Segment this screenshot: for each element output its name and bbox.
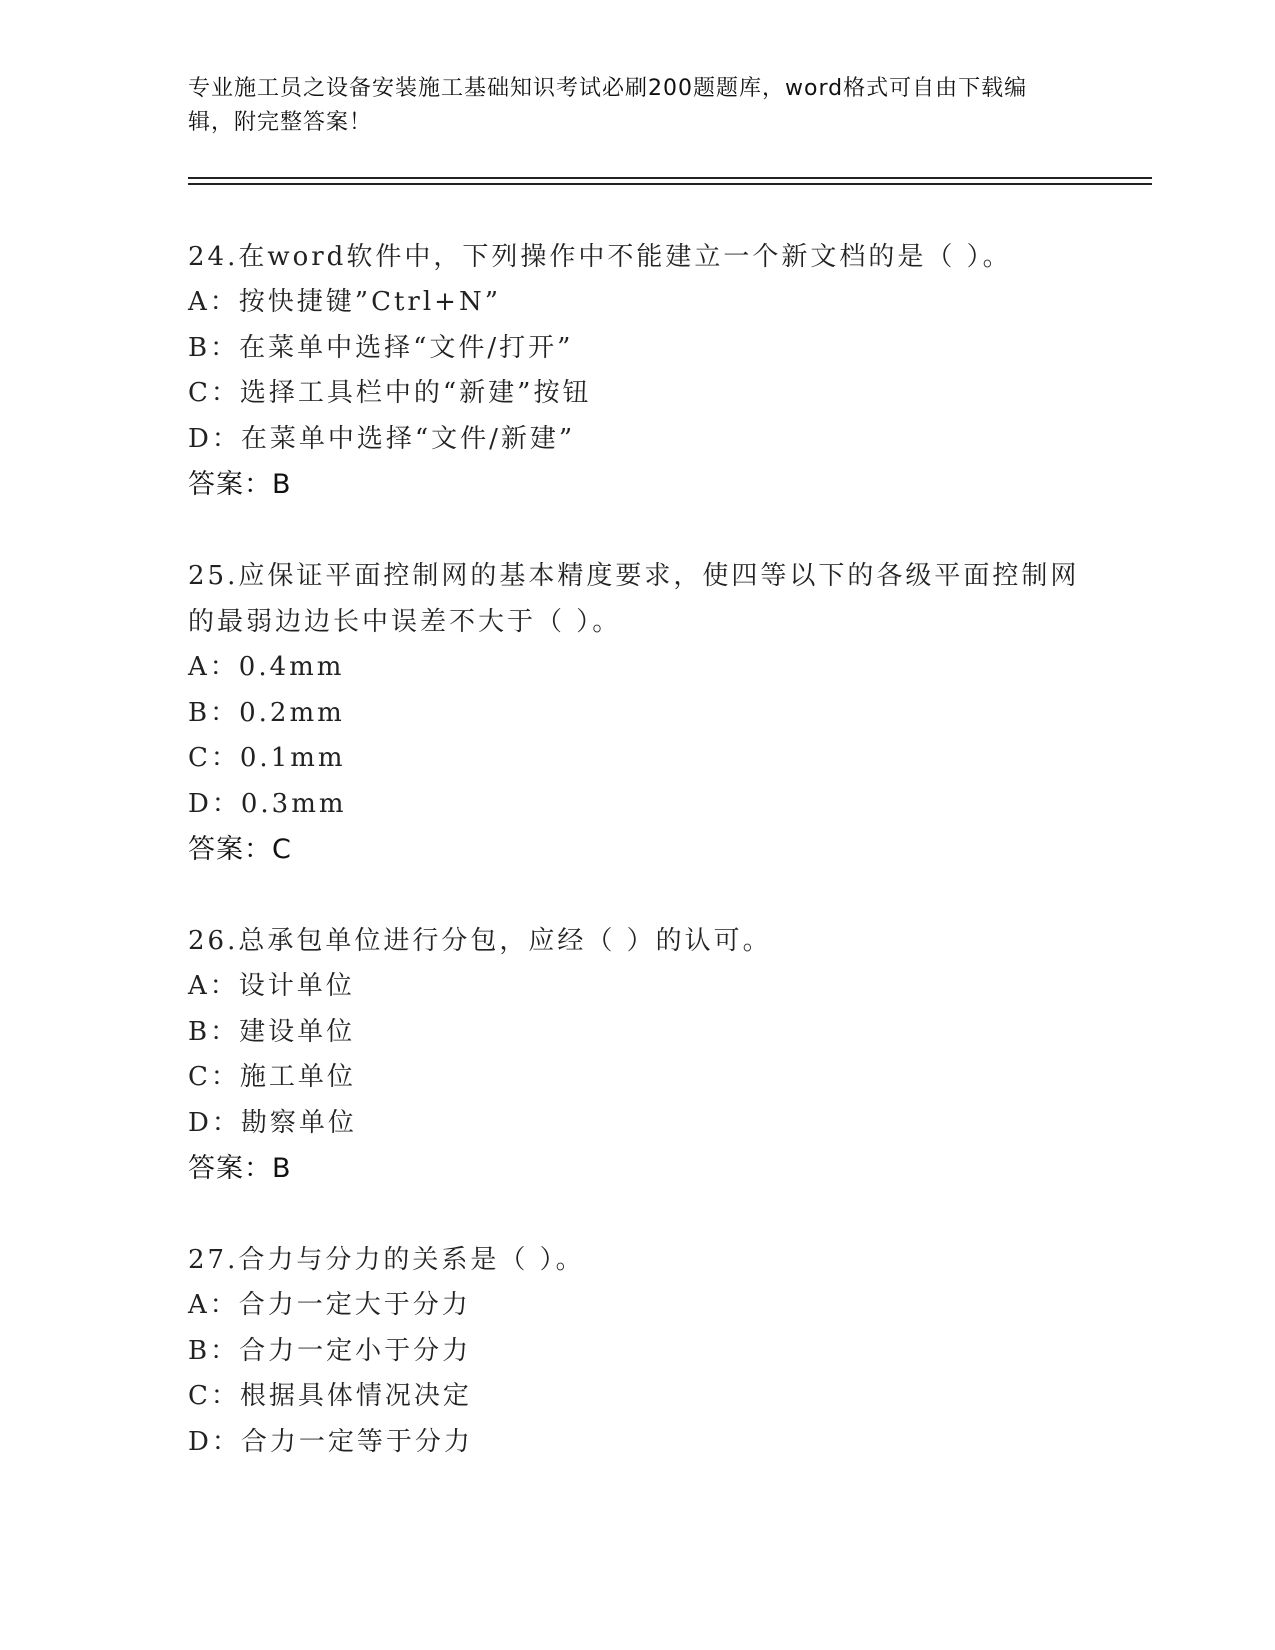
option-b: B：在菜单中选择“文件/打开” [188, 332, 574, 363]
option-d: D：合力一定等于分力 [188, 1426, 473, 1457]
question-27 [188, 1237, 1088, 1465]
question-25 [188, 553, 1088, 873]
answer: 答案：B [188, 1153, 292, 1184]
option-a: A：按快捷键”Ctrl+N” [188, 287, 501, 317]
document-header: 专业施工员之设备安装施工基础知识考试必刷200题题库，word格式可自由下载编辑，附完整答案！ [188, 76, 1028, 135]
header-rule-bottom [188, 183, 1152, 185]
option-a: A：0.4mm [188, 652, 345, 682]
question-24 [188, 234, 1088, 508]
question-26 [188, 918, 1088, 1192]
question-stem: 24.在word软件中，下列操作中不能建立一个新文档的是（ ）。 [188, 242, 1012, 272]
option-c: C：0.1mm [188, 743, 346, 773]
header-rule-top [188, 177, 1152, 179]
option-c: C：选择工具栏中的“新建”按钮 [188, 378, 592, 408]
question-stem: 27.合力与分力的关系是（ ）。 [188, 1245, 585, 1275]
answer: 答案：B [188, 469, 292, 500]
option-a: A：设计单位 [188, 971, 355, 1001]
question-stem: 25.应保证平面控制网的基本精度要求，使四等以下的各级平面控制网的最弱边边长中误差不大于（ ）。 [188, 561, 1080, 637]
option-a: A：合力一定大于分力 [188, 1290, 471, 1320]
option-b: B：0.2mm [188, 697, 345, 728]
option-c: C：根据具体情况决定 [188, 1381, 472, 1411]
option-d: D：在菜单中选择“文件/新建” [188, 423, 576, 454]
answer: 答案：C [188, 834, 292, 865]
option-b: B：合力一定小于分力 [188, 1335, 472, 1366]
question-stem: 26.总承包单位进行分包，应经（ ）的认可。 [188, 926, 772, 956]
option-c: C：施工单位 [188, 1062, 356, 1092]
option-d: D：勘察单位 [188, 1107, 357, 1138]
option-b: B：建设单位 [188, 1016, 356, 1047]
option-d: D：0.3mm [188, 788, 347, 819]
